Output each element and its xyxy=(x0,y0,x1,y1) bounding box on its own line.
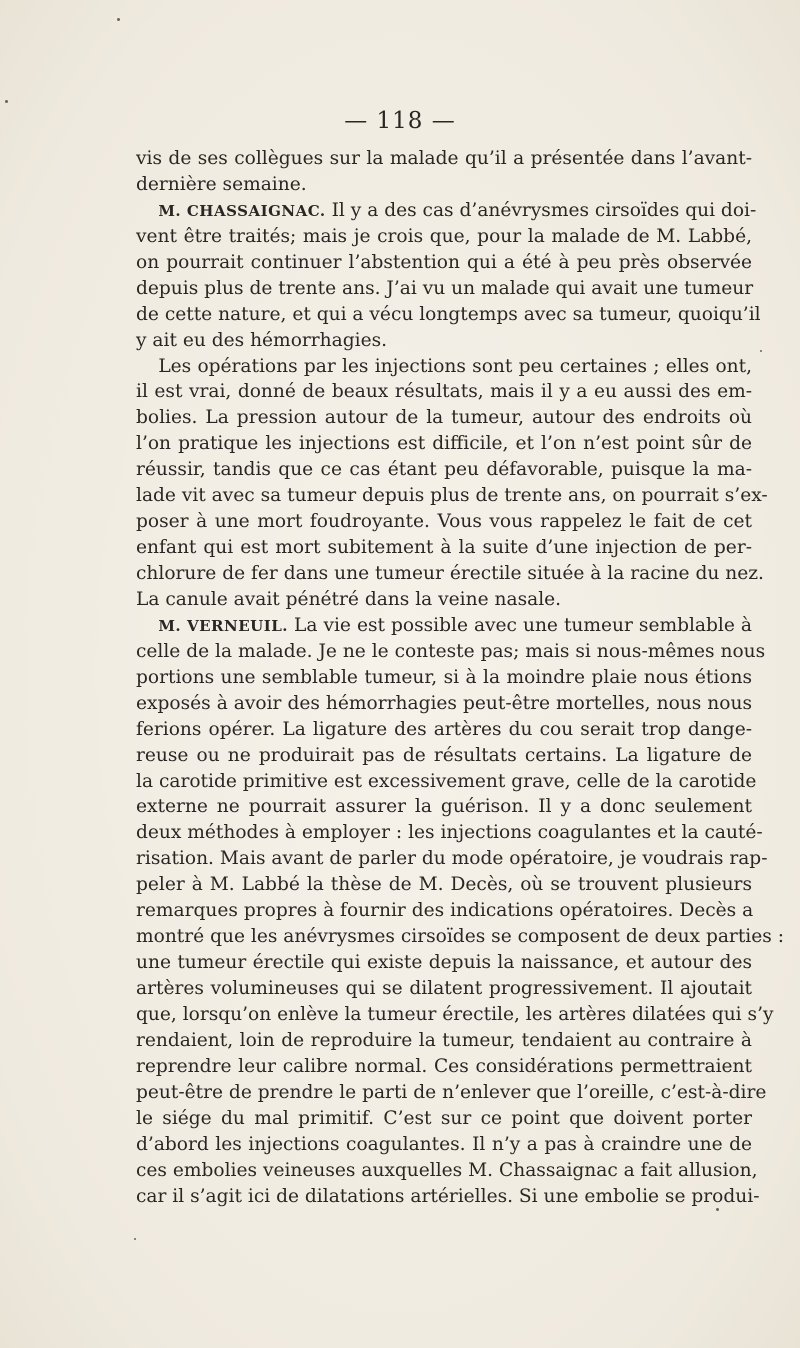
text-line: artères volumineuses qui se dilatent progressivement. Il ajoutait xyxy=(136,978,752,999)
text-line: réussir, tandis que ce cas étant peu défavorable, puisque la ma- xyxy=(136,459,752,481)
page-number: — 118 — xyxy=(344,108,456,134)
text-line: d’abord les injections coagulantes. Il n’y a pas à craindre une de xyxy=(136,1133,752,1155)
text-line: de cette nature, et qui a vécu longtemps avec sa tumeur, quoiqu’il xyxy=(136,303,761,325)
text-line: celle de la malade. Je ne le conteste pas; mais si nous-mêmes nous xyxy=(136,640,766,662)
text-line: le siége du mal primitif. C’est sur ce point que doivent porter xyxy=(136,1107,752,1129)
text-line: car il s’agit ici de dilatations artérielles. Si une embolie se produi- xyxy=(136,1185,760,1207)
paragraph xyxy=(136,354,768,613)
text-line: Les opérations par les injections sont peu certaines ; elles ont, xyxy=(158,355,752,377)
text-line: peut-être de prendre le parti de n’enlever que l’oreille, c’est-à-dire xyxy=(136,1081,767,1103)
text-line: reuse ou ne produirait pas de résultats certains. La ligature de xyxy=(136,744,752,766)
text-line: ces embolies veineuses auxquelles M. Chassaignac a fait allusion, xyxy=(136,1159,758,1181)
paragraph xyxy=(136,198,761,354)
text-line: enfant qui est mort subitement à la suite d’une injection de per- xyxy=(136,537,752,559)
text-line: montré que les anévrysmes cirsoïdes se composent de deux parties : xyxy=(136,926,784,948)
body-text xyxy=(136,146,784,1209)
text-line: y ait eu des hémorrhagies. xyxy=(136,329,388,351)
paper-speck xyxy=(5,100,8,103)
text-line: externe ne pourrait assurer la guérison. Il y a donc seulement xyxy=(136,796,752,818)
text-line: poser à une mort foudroyante. Vous vous rappelez le fait de cet xyxy=(136,511,752,533)
text-line: risation. Mais avant de parler du mode opératoire, je voudrais rap- xyxy=(136,848,768,870)
text-line: La canule avait pénétré dans la veine nasale. xyxy=(136,588,562,610)
paper-speck xyxy=(760,350,762,352)
text-line: deux méthodes à employer : les injections coagulantes et la cauté- xyxy=(136,822,763,844)
text-line: l’on pratique les injections est difficile, et l’on n’est point sûr de xyxy=(136,433,752,455)
text-line: reprendre leur calibre normal. Ces considérations permettraient xyxy=(136,1055,752,1077)
text-line xyxy=(136,198,757,224)
text-line: bolies. La pression autour de la tumeur, autour des endroits où xyxy=(136,407,752,429)
text-line: depuis plus de trente ans. J’ai vu un malade qui avait une tumeur xyxy=(136,277,754,299)
paragraph xyxy=(136,146,752,198)
text-line: on pourrait continuer l’abstention qui a été à peu près observée xyxy=(136,251,752,273)
text-fragment: Il y a des cas d’anévrysmes cirsoïdes qui doi- xyxy=(331,199,757,221)
text-line: remarques propres à fournir des indications opératoires. Decès a xyxy=(136,900,754,922)
text-line: ferions opérer. La ligature des artères du cou serait trop dange- xyxy=(136,718,752,740)
text-line: exposés à avoir des hémorrhagies peut-être mortelles, nous nous xyxy=(136,692,752,714)
text-line: portions une semblable tumeur, si à la moindre plaie nous étions xyxy=(136,666,752,688)
text-line xyxy=(136,613,752,639)
text-line: rendaient, loin de reproduire la tumeur, tendaient au contraire à xyxy=(136,1029,752,1051)
text-fragment: La vie est possible avec une tumeur semblable à xyxy=(294,614,752,636)
paper-speck xyxy=(716,1208,719,1211)
speaker-name: M. VERNEUIL. xyxy=(158,616,289,635)
text-line: chlorure de fer dans une tumeur érectile située à la racine du nez. xyxy=(136,563,764,584)
text-line: lade vit avec sa tumeur depuis plus de trente ans, on pourrait s’ex- xyxy=(136,485,768,507)
text-line: il est vrai, donné de beaux résultats, mais il y a eu aussi des em- xyxy=(136,381,752,403)
text-line: vis de ses collègues sur la malade qu’il a présentée dans l’avant- xyxy=(136,148,752,169)
speaker-name: M. CHASSAIGNAC. xyxy=(158,201,326,220)
paper-speck xyxy=(134,1238,136,1240)
text-line: vent être traités; mais je crois que, pour la malade de M. Labbé, xyxy=(136,225,752,247)
text-line: dernière semaine. xyxy=(136,173,307,195)
text-line: que, lorsqu’on enlève la tumeur érectile, les artères dilatées qui s’y xyxy=(136,1003,774,1025)
paragraph xyxy=(136,613,784,1210)
text-line: la carotide primitive est excessivement grave, celle de la carotide xyxy=(136,770,757,792)
paper-speck xyxy=(117,18,120,21)
text-line: peler à M. Labbé la thèse de M. Decès, où se trouvent plusieurs xyxy=(136,874,752,896)
text-line: une tumeur érectile qui existe depuis la naissance, et autour des xyxy=(136,952,752,974)
